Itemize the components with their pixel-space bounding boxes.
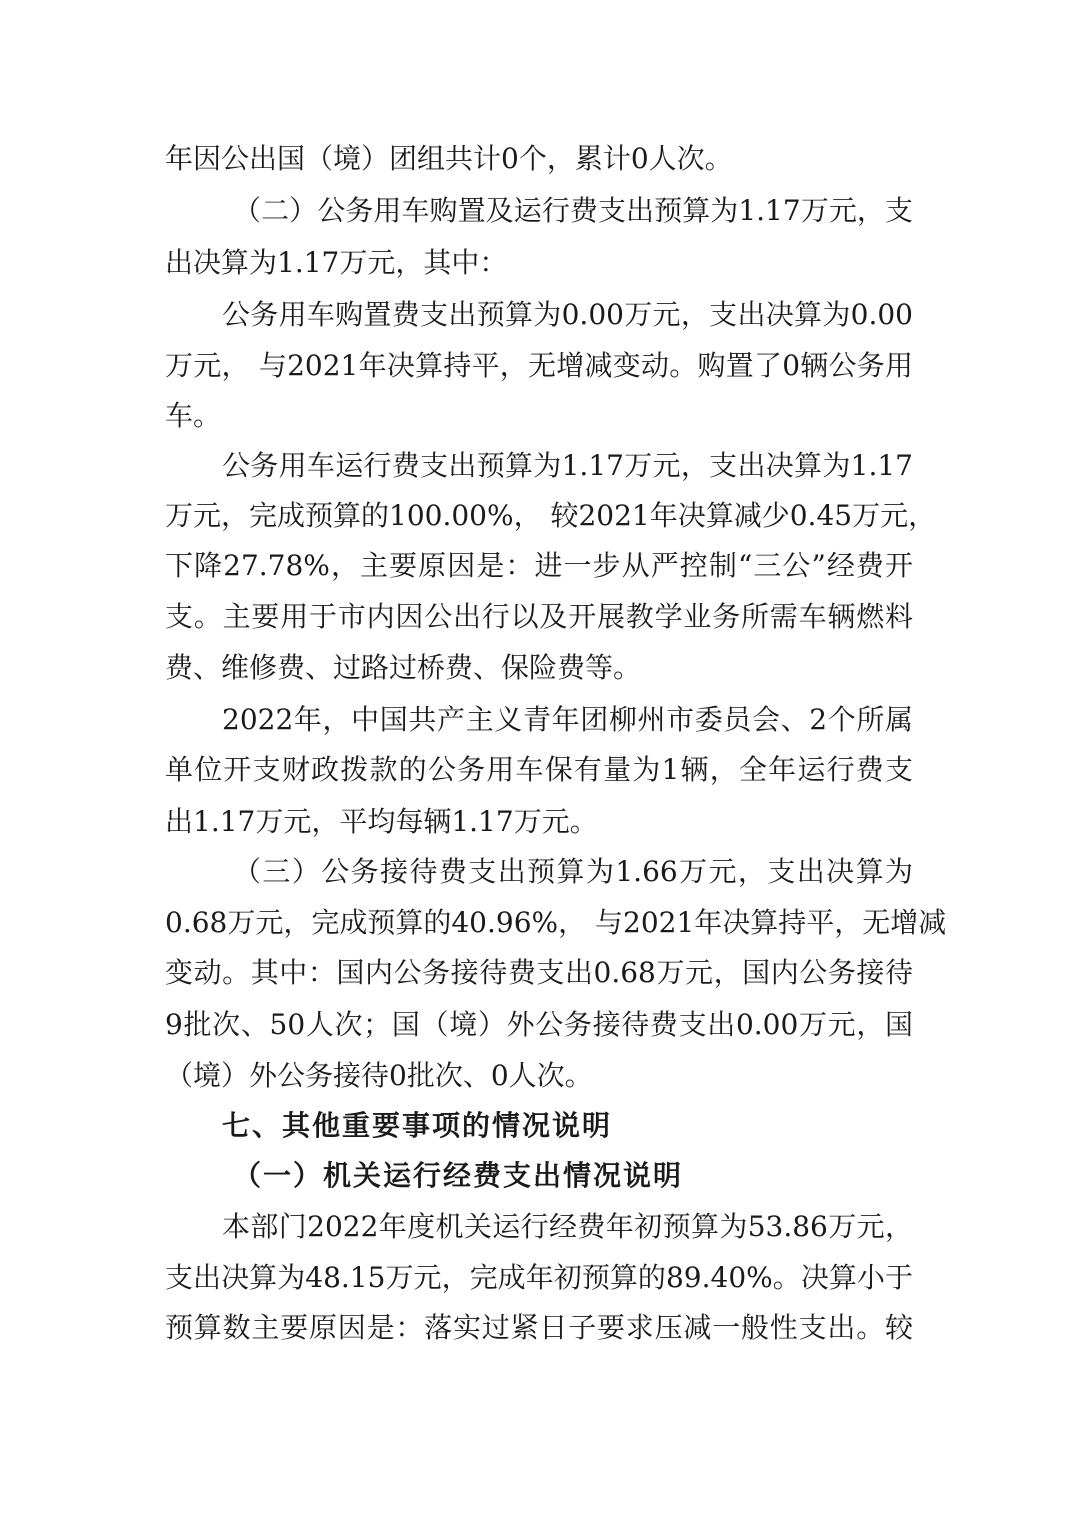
text-line-19: （境）外公务接待0批次、0人次。: [165, 1059, 593, 1092]
text-line-6: 车。: [165, 399, 222, 432]
text-line-5: 万元， 与2021年决算持平，无增减变动。购置了0辆公务用: [165, 349, 913, 382]
text-line-3: 出决算为1.17万元，其中：: [165, 246, 508, 279]
text-line-15: （三）公务接待费支出预算为1.66万元，支出决算为: [233, 855, 913, 888]
text-line-8: 万元，完成预算的100.00%， 较2021年决算减少0.45万元，: [165, 499, 937, 532]
text-line-10: 支。主要用于市内因公出行以及开展教学业务所需车辆燃料: [165, 600, 913, 633]
text-line-4: 公务用车购置费支出预算为0.00万元，支出决算为0.00: [222, 298, 913, 331]
text-line-13: 单位开支财政拨款的公务用车保有量为1辆，全年运行费支: [165, 753, 913, 786]
text-line-11: 费、维修费、过路过桥费、保险费等。: [165, 651, 642, 684]
section-heading: 七、其他重要事项的情况说明: [222, 1109, 613, 1142]
text-line-24: 预算数主要原因是：落实过紧日子要求压减一般性支出。较: [165, 1311, 913, 1344]
text-line-23: 支出决算为48.15万元，完成年初预算的89.40%。决算小于: [165, 1261, 913, 1294]
subsection-heading: （一）机关运行经费支出情况说明: [233, 1159, 684, 1192]
text-line-22: 本部门2022年度机关运行经费年初预算为53.86万元，: [222, 1210, 913, 1243]
text-line-18: 9批次、50人次；国（境）外公务接待费支出0.00万元，国: [165, 1008, 913, 1041]
text-line-17: 变动。其中：国内公务接待费支出0.68万元，国内公务接待: [165, 956, 913, 989]
text-line-9: 下降27.78%，主要原因是：进一步从严控制“三公”经费开: [165, 549, 913, 582]
text-line-1: 年因公出国（境）团组共计0个，累计0人次。: [165, 142, 733, 175]
text-line-12: 2022年，中国共产主义青年团柳州市委员会、2个所属: [222, 703, 913, 736]
text-line-2: （二）公务用车购置及运行费支出预算为1.17万元，支: [233, 194, 913, 227]
text-line-7: 公务用车运行费支出预算为1.17万元，支出决算为1.17: [222, 449, 913, 482]
text-line-16: 0.68万元，完成预算的40.96%， 与2021年决算持平，无增减: [165, 906, 947, 939]
text-line-14: 出1.17万元，平均每辆1.17万元。: [165, 805, 598, 838]
